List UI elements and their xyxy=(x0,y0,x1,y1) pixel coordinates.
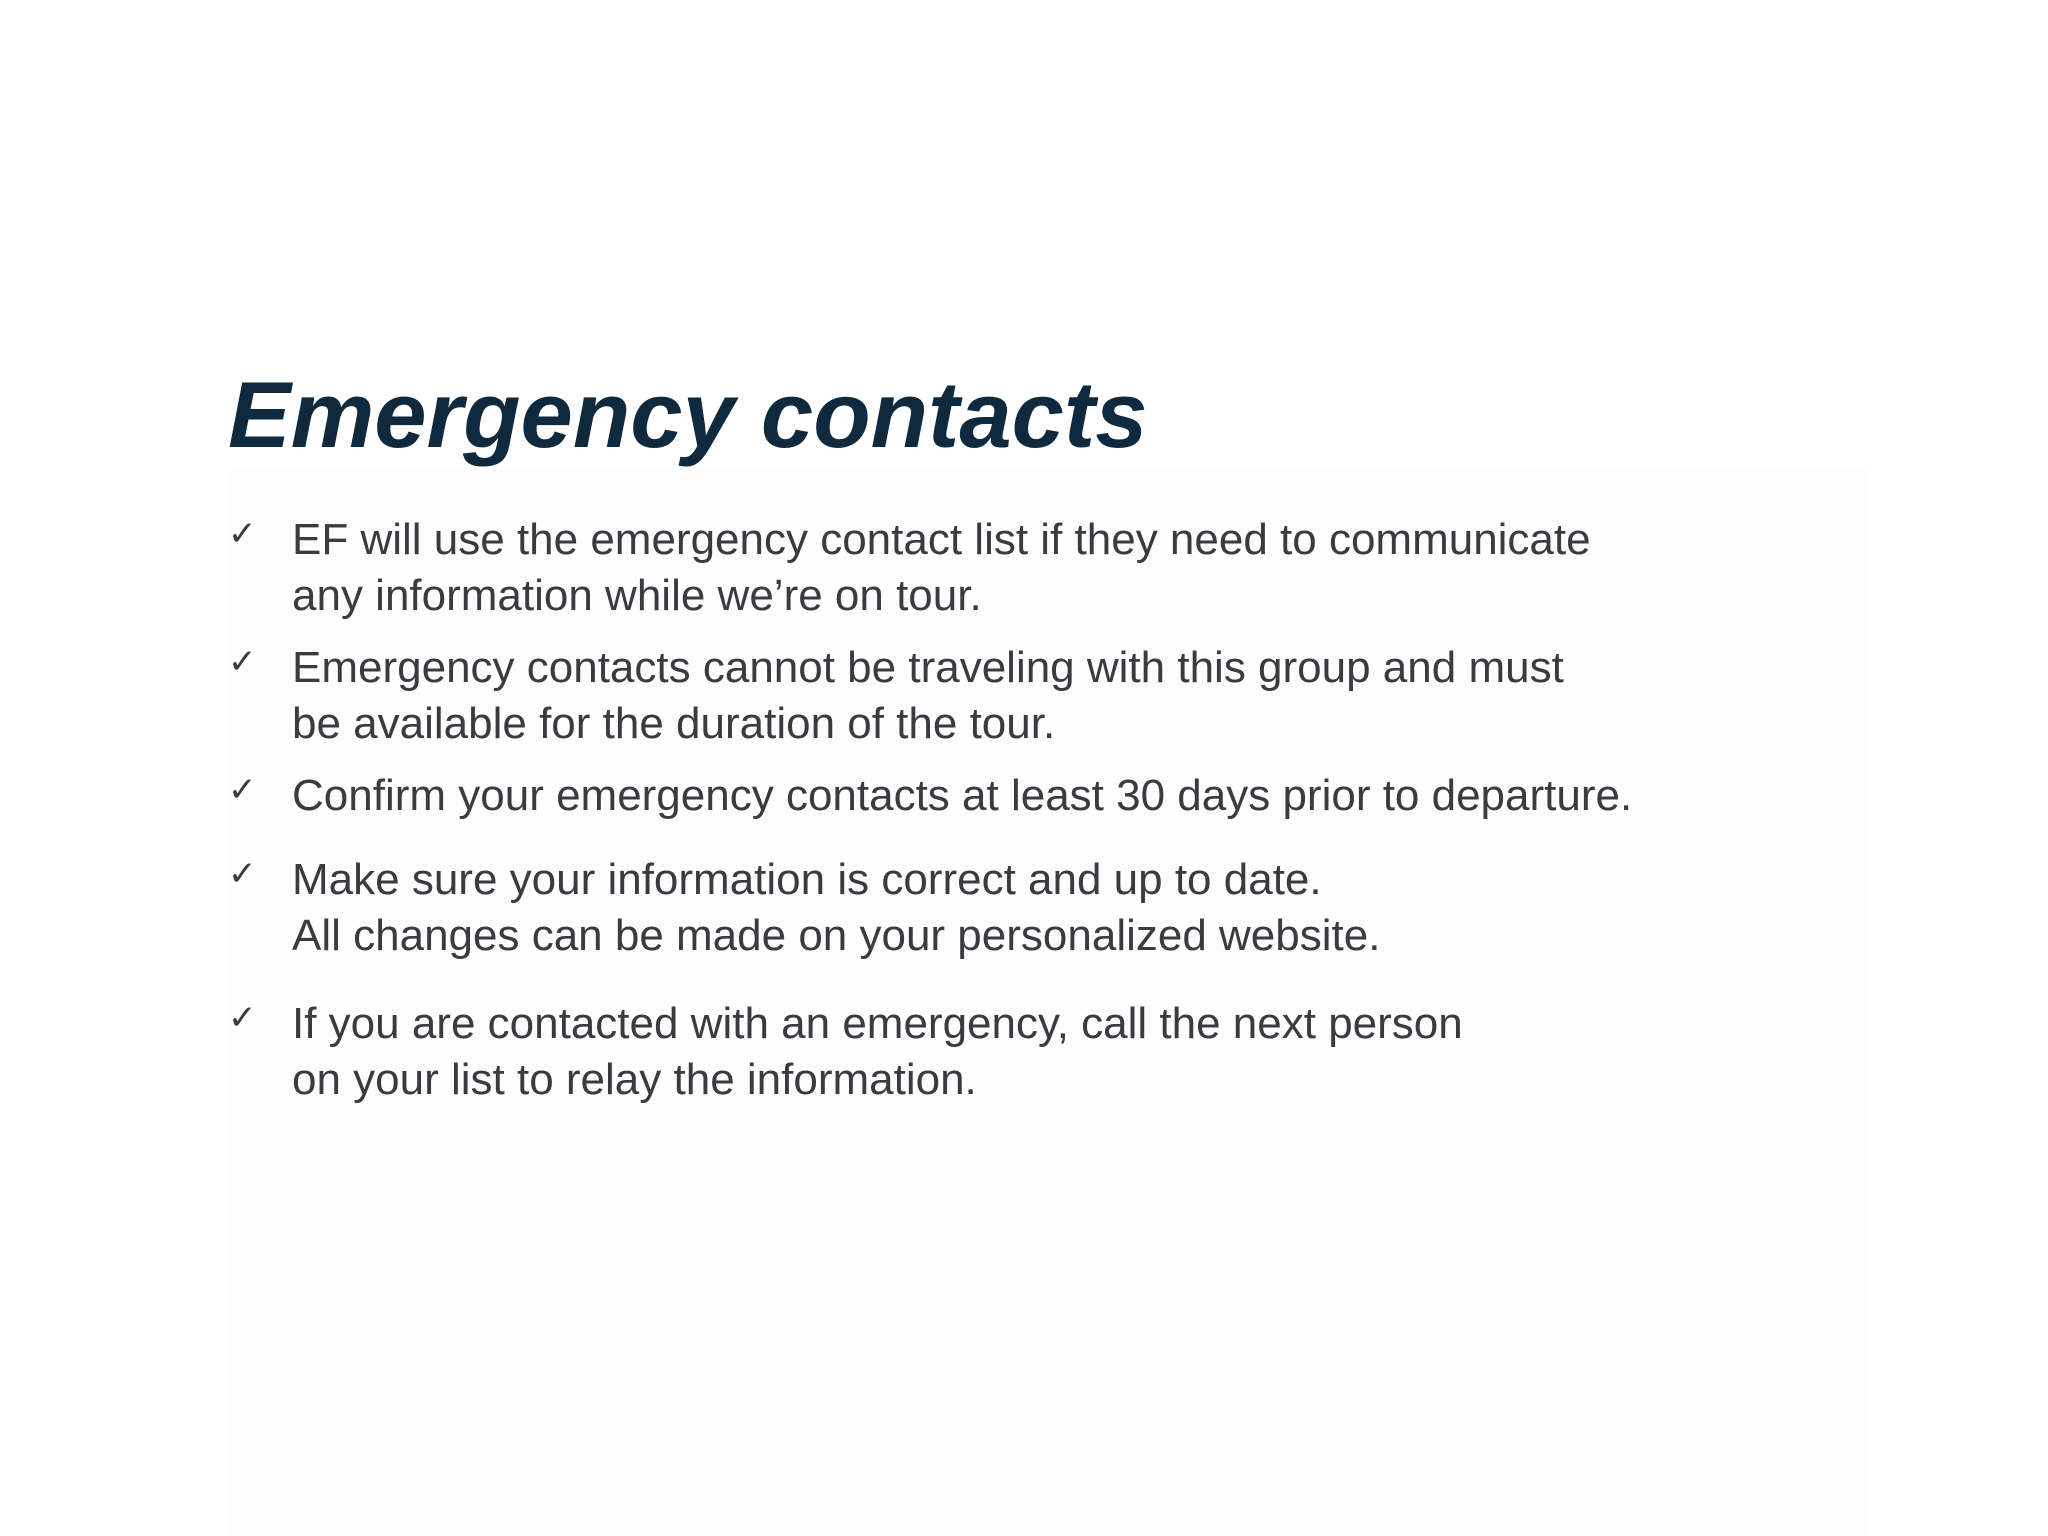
bullet-line: Confirm your emergency contacts at least 30 days prior to departure. xyxy=(292,771,1633,820)
bullet-item xyxy=(228,996,1788,1108)
bullet-list xyxy=(228,512,1788,1108)
bullet-line: any information while we’re on tour. xyxy=(292,571,982,620)
bullet-line: If you are contacted with an emergency, call the next person xyxy=(292,999,1463,1048)
bullet-item xyxy=(228,852,1788,964)
bullet-line: Make sure your information is correct and up to date. xyxy=(292,855,1322,904)
bullet-line: EF will use the emergency contact list if they need to communicate xyxy=(292,515,1591,564)
check-mark-icon: ✓ xyxy=(228,642,257,682)
bullet-line: All changes can be made on your personalized website. xyxy=(292,911,1381,960)
bullet-line: on your list to relay the information. xyxy=(292,1055,977,1104)
check-mark-icon: ✓ xyxy=(228,998,257,1038)
bullet-item xyxy=(228,512,1788,624)
check-mark-icon: ✓ xyxy=(228,514,257,554)
slide-title: Emergency contacts xyxy=(228,362,1148,467)
check-mark-icon: ✓ xyxy=(228,854,257,894)
check-mark-icon: ✓ xyxy=(228,770,257,810)
bullet-item xyxy=(228,768,1788,824)
bullet-line: be available for the duration of the tour. xyxy=(292,699,1056,748)
bullet-item xyxy=(228,640,1788,752)
bullet-line: Emergency contacts cannot be traveling with this group and must xyxy=(292,643,1564,692)
